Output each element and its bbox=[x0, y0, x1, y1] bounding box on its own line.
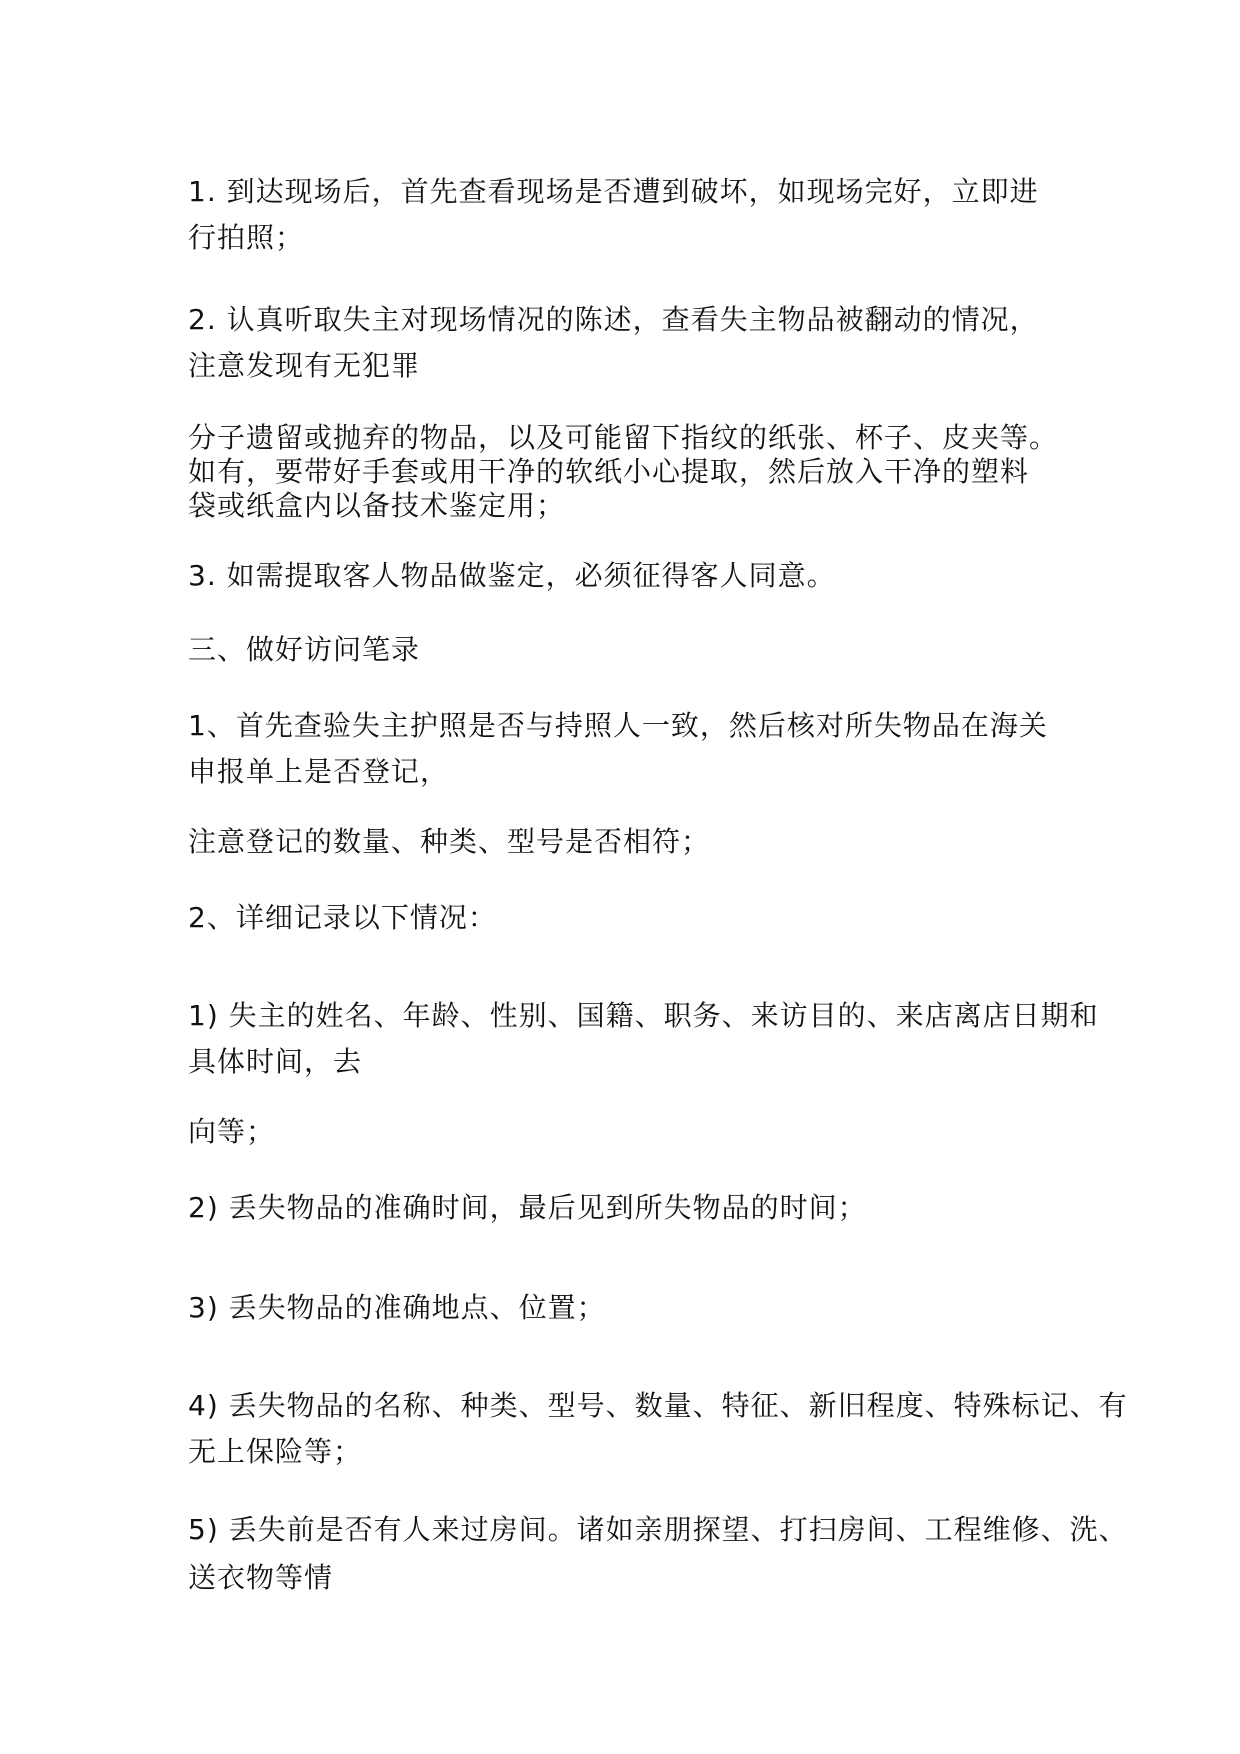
text-line: 袋或纸盒内以备技术鉴定用； bbox=[188, 489, 566, 522]
text-line: 1、首先查验失主护照是否与持照人一致，然后核对所失物品在海关 bbox=[188, 709, 1048, 742]
text-line: 申报单上是否登记， bbox=[188, 755, 450, 788]
text-line: 送衣物等情 bbox=[188, 1561, 334, 1594]
text-line: 如有，要带好手套或用干净的软纸小心提取，然后放入干净的塑料 bbox=[188, 455, 1030, 488]
text-line: 4) 丢失物品的名称、种类、型号、数量、特征、新旧程度、特殊标记、有 bbox=[188, 1389, 1128, 1422]
text-line: 行拍照； bbox=[188, 221, 305, 254]
text-line: 无上保险等； bbox=[188, 1435, 363, 1468]
text-line: 注意发现有无犯罪 bbox=[188, 349, 421, 382]
text-line: 向等； bbox=[188, 1115, 276, 1148]
section-heading: 三、做好访问笔录 bbox=[188, 633, 421, 666]
text-line: 3) 丢失物品的准确地点、位置； bbox=[188, 1291, 606, 1324]
text-line: 5) 丢失前是否有人来过房间。诸如亲朋探望、打扫房间、工程维修、洗、 bbox=[188, 1513, 1128, 1546]
text-line: 3. 如需提取客人物品做鉴定，必须征得客人同意。 bbox=[188, 559, 836, 592]
text-line: 2. 认真听取失主对现场情况的陈述，查看失主物品被翻动的情况， bbox=[188, 303, 1039, 336]
text-line: 2、详细记录以下情况： bbox=[188, 901, 497, 934]
text-line: 2) 丢失物品的准确时间，最后见到所失物品的时间； bbox=[188, 1191, 867, 1224]
text-line: 具体时间，去 bbox=[188, 1045, 363, 1078]
text-line: 1. 到达现场后，首先查看现场是否遭到破坏，如现场完好，立即进 bbox=[188, 175, 1039, 208]
text-line: 分子遗留或抛弃的物品，以及可能留下指纹的纸张、杯子、皮夹等。 bbox=[188, 421, 1059, 454]
text-line: 1) 失主的姓名、年龄、性别、国籍、职务、来访目的、来店离店日期和 bbox=[188, 999, 1099, 1032]
text-line: 注意登记的数量、种类、型号是否相符； bbox=[188, 825, 711, 858]
